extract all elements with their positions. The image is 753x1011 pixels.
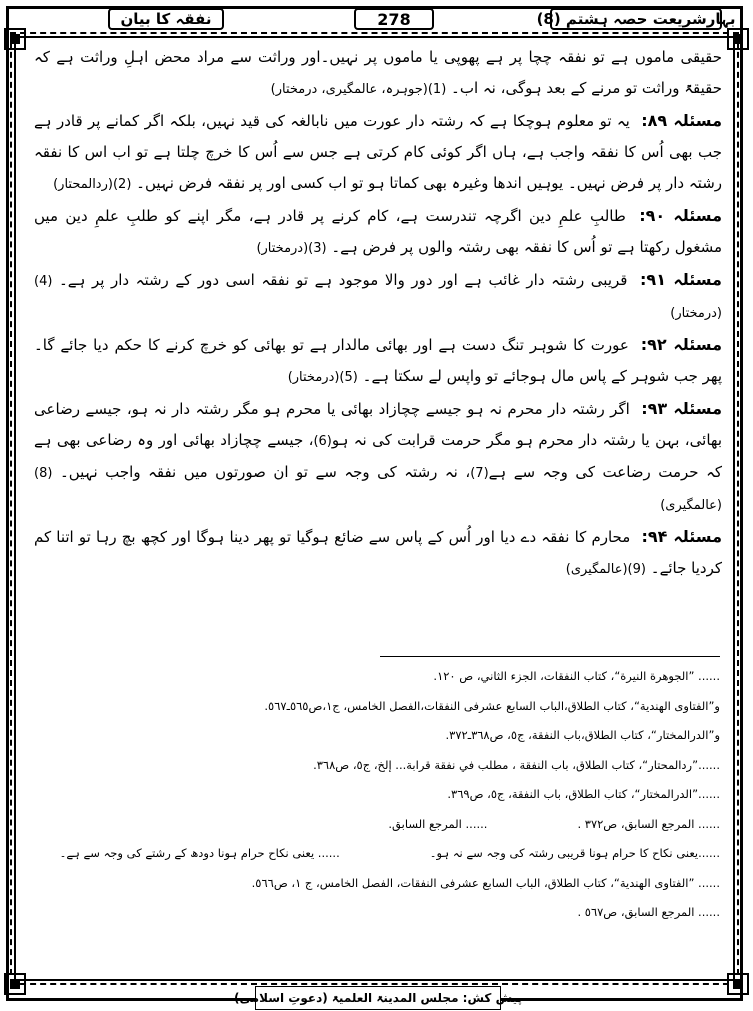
footnote: ...... ”الفتاوی الهندية“، كتاب الطلاق، الباب السابع عشرفی النفقات، الفصل الخامس، ج ١، ص٥٦٦.: [251, 875, 720, 890]
publisher-footer: [234, 986, 522, 1010]
masala-heading: مسئلہ ۹۴:: [641, 527, 722, 546]
footnote-ref: (5)(درمختار): [287, 370, 358, 385]
corner-ornament-icon: [2, 971, 28, 997]
main-text: [34, 42, 722, 585]
footnote: ...... ”الجوهرة النيرة“، كتاب النفقات، الجزء الثاني، ص ١٢٠.: [433, 669, 720, 683]
masala-heading: مسئلہ ۹۰:: [639, 206, 722, 225]
footnote: و”الدرالمختار“، كتاب الطلاق،باب النفقة، ج٥، ص٣٦٨ـ٣٧٢.: [445, 728, 720, 742]
footnote: ......”الدرالمختار“، كتاب الطلاق، باب النفقة، ج٥، ص٣٦٩.: [447, 787, 720, 801]
paragraph-continuation: حقیقی ماموں ہے تو نفقہ چچا پر ہے پھوپی یا ماموں پر نہیں۔اور وراثت سے مراد محض اہلِ وراثت ہے کہ حقیقۃً وراثت تو مرنے کے بعد ہوگی، نہ اب۔ (1)(جوہرہ، عالمگیری، درمختار): [34, 48, 722, 97]
book-title-box: [536, 8, 736, 30]
page-header: [30, 6, 736, 32]
footnote: ...... المرجع السابق، ص٣٧٢ .: [577, 816, 720, 831]
masala-heading: مسئلہ ۹۲:: [640, 335, 722, 354]
corner-ornament-icon: [725, 26, 751, 52]
corner-ornament-icon: [725, 971, 751, 997]
masala-92: مسئلہ ۹۲: عورت کا شوہر تنگ دست ہے اور بھائی مالدار ہے تو بھائی کو خرچ کرنے کا حکم دیا جائے گا۔ پھر جب شوہر کے پاس مال ہوجائے تو واپس لے سکتا ہے۔ (5)(درمختار): [34, 335, 722, 385]
footnote: ...... المرجع السابق.: [388, 816, 488, 831]
book-title: بہارِشریعت حصہ ہشتم (8): [536, 10, 736, 28]
masala-94: مسئلہ ۹۴: محارم کا نفقہ دے دیا اور اُس کے پاس سے ضائع ہوگیا تو پھر دینا ہوگا اور کچھ بچ رہا تو اتنا کم کردیا جائے۔ (9)(عالمگیری): [34, 527, 722, 577]
footnotes: [40, 662, 720, 928]
masala-93: مسئلہ ۹۳: اگر رشتہ دار محرم نہ ہو جیسے چچازاد بھائی یا محرم ہو مگر رشتہ دار نہ ہو، جیسے رضاعی بھائی، بہن یا رشتہ دار محرم ہو مگر حرمت قرابت کی نہ ہو(6)، جیسے چچازاد بھائی اور وہ رضاعی بھی ہے کہ حرمت رضاعت کی وجہ سے ہے(7)، نہ رشتہ کی وجہ سے تو ان صورتوں میں نفقہ واجب نہیں۔ (8)(عالمگیری): [34, 399, 722, 513]
page-number: 278: [377, 9, 411, 29]
footnote-row: [40, 839, 720, 869]
masala-89: مسئلہ ۸۹: یہ تو معلوم ہوچکا ہے کہ رشتہ دار عورت میں نابالغہ کی قید نہیں، بلکہ اگر کمانے پر قادر ہے جب بھی اُس کا نفقہ واجب ہے، ہاں اگر کوئی کام کرتی ہے جس سے اُس کا خرچ چلتا ہے تو اب اس کا نفقہ رشتہ دار پر فرض نہیں۔ یوہیں اندھا وغیرہ بھی کماتا ہو تو اب کسی اور پر نفقہ فرض نہیں۔ (2)(ردالمحتار): [34, 111, 722, 192]
footnote: ...... یعنی نکاح حرام ہونا دودھ کے رشتے کی وجہ سے ہے۔: [59, 846, 340, 860]
chapter-title-box: [108, 8, 224, 30]
footnote-divider: [380, 656, 720, 657]
footnote-ref: (2)(ردالمحتار): [53, 177, 132, 192]
masala-90: مسئلہ ۹۰: طالبِ علمِ دین اگرچہ تندرست ہے، کام کرنے پر قادر ہے، مگر اپنے کو طلبِ علمِ دین میں مشغول رکھتا ہے تو اُس کا نفقہ بھی رشتہ والوں پر فرض ہے۔ (3)(درمختار): [34, 206, 722, 256]
footnote: ......یعنی نکاح کا حرام ہونا قریبی رشتہ کی وجہ سے نہ ہو۔: [429, 846, 720, 860]
footnote-ref: (9)(عالمگیری): [565, 562, 646, 577]
footnote-ref: (4)(درمختار): [34, 274, 722, 321]
masala-heading: مسئلہ ۹۱:: [640, 270, 722, 289]
footnote-ref: (1)(جوہرہ، عالمگیری، درمختار): [270, 82, 447, 97]
publisher-text: پیش کش: مجلس المدینۃ العلمیۃ (دعوتِ اسلامی): [234, 991, 522, 1005]
masala-heading: مسئلہ ۸۹:: [641, 111, 722, 130]
footnote-row: [40, 810, 720, 840]
footnote-ref: (6): [313, 434, 332, 449]
footnote: ...... المرجع السابق، ص٥٦٧ .: [577, 905, 720, 919]
masala-91: مسئلہ ۹۱: قریبی رشتہ دار غائب ہے اور دور والا موجود ہے تو نفقہ اسی دور کے رشتہ دار پر ہے۔ (4)(درمختار): [34, 270, 722, 321]
footnote: و”الفتاوی الهندية“، كتاب الطلاق،الباب السابع عشرفی النفقات،الفصل الخامس، ج١،ص٥٦٥ـ٥٦٧.: [264, 698, 720, 713]
chapter-title: نفقہ کا بیان: [120, 10, 212, 28]
footnote-ref: (8)(عالمگیری): [34, 466, 722, 513]
corner-ornament-icon: [2, 26, 28, 52]
page-number-box: [354, 8, 434, 30]
footnote-ref: (7): [470, 466, 489, 481]
footnote-ref: (3)(درمختار): [256, 241, 327, 256]
footnote: ......”ردالمحتار“، كتاب الطلاق، باب النفقة ، مطلب في نفقة قرابة... إلخ، ج٥، ص٣٦٨.: [313, 757, 720, 772]
masala-heading: مسئلہ ۹۳:: [641, 399, 722, 418]
